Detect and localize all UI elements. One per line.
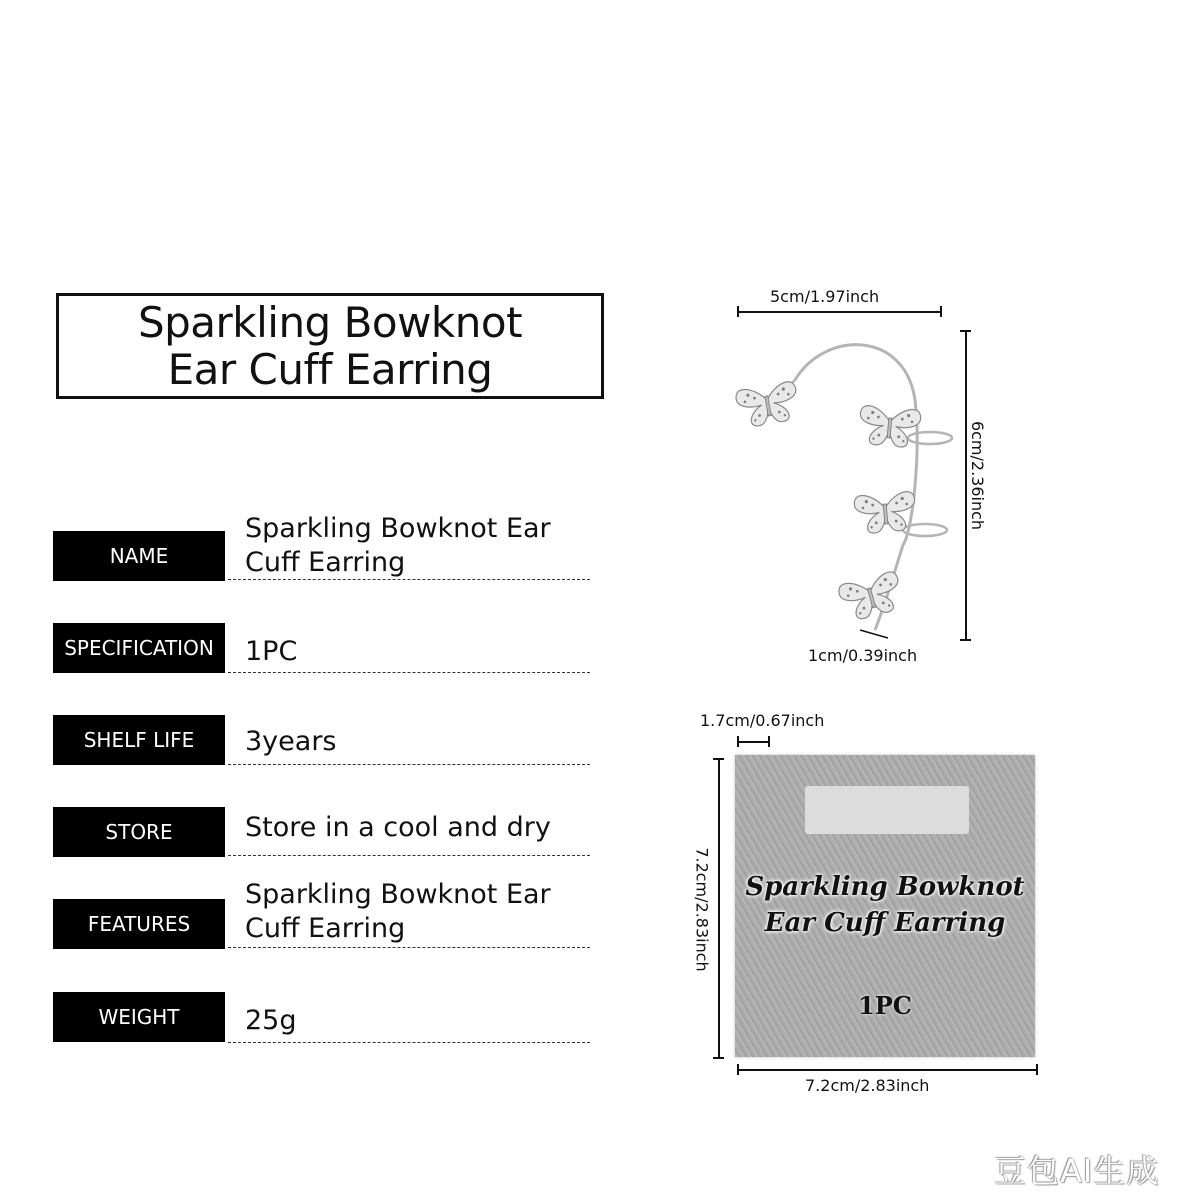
ai-watermark: 豆包AI生成	[994, 1152, 1160, 1190]
earring-width-line	[737, 311, 941, 313]
spec-value-name-line-1: Sparkling Bowknot Ear	[245, 513, 551, 544]
box-height-tick-top	[713, 758, 724, 760]
box-window-width-label: 1.7cm/0.67inch	[700, 711, 825, 730]
spec-label-specification: SPECIFICATION	[53, 623, 225, 673]
box-height-tick-bottom	[713, 1057, 724, 1059]
package-quantity: 1PC	[858, 991, 912, 1020]
package-box	[735, 755, 1035, 1057]
box-width-tick-left	[737, 1064, 739, 1075]
row-divider	[228, 764, 590, 765]
box-height-label: 7.2cm/2.83inch	[692, 847, 712, 972]
spec-value-store: Store in a cool and dry	[245, 812, 551, 843]
spec-value-weight: 25g	[245, 1005, 297, 1036]
box-width-line	[737, 1069, 1037, 1071]
row-divider	[228, 579, 590, 580]
product-title-box	[56, 293, 604, 399]
row-divider	[228, 947, 590, 948]
box-height-line	[718, 758, 720, 1058]
spec-value-specification: 1PC	[245, 636, 298, 667]
earring-height-label: 6cm/2.36inch	[968, 420, 988, 531]
spec-value-name	[245, 512, 590, 580]
box-window-tick-right	[768, 736, 770, 747]
spec-value-shelf-life: 3years	[245, 726, 337, 757]
box-width-tick-right	[1036, 1064, 1038, 1075]
spec-label-shelf-life: SHELF LIFE	[53, 715, 225, 765]
earring-width-tick-right	[940, 306, 942, 317]
spec-value-features	[245, 878, 590, 946]
earring-ring-label: 1cm/0.39inch	[808, 646, 918, 665]
spec-value-name-line-2: Cuff Earring	[245, 547, 406, 578]
spec-value-features-line-2: Cuff Earring	[245, 913, 406, 944]
earring-width-label: 5cm/1.97inch	[770, 287, 880, 306]
package-window	[805, 786, 969, 834]
spec-label-store: STORE	[53, 807, 225, 857]
product-title-line-1: Sparkling Bowknot	[137, 298, 523, 347]
spec-value-features-line-1: Sparkling Bowknot Ear	[245, 879, 551, 910]
spec-label-weight: WEIGHT	[53, 992, 225, 1042]
box-window-width-line	[737, 741, 769, 743]
spec-label-name: NAME	[53, 531, 225, 581]
spec-label-features: FEATURES	[53, 899, 225, 949]
row-divider	[228, 1042, 590, 1043]
product-title-line-2: Ear Cuff Earring	[167, 345, 493, 394]
package-title-line-1: Sparkling Bowknot	[745, 872, 1025, 902]
earring-height-line	[965, 330, 967, 640]
earring-width-tick-left	[737, 306, 739, 317]
package-title-line-2: Ear Cuff Earring	[764, 908, 1006, 938]
row-divider	[228, 855, 590, 856]
box-window-tick-left	[737, 736, 739, 747]
box-width-label: 7.2cm/2.83inch	[805, 1076, 930, 1095]
earring-image	[725, 330, 965, 640]
row-divider	[228, 672, 590, 673]
